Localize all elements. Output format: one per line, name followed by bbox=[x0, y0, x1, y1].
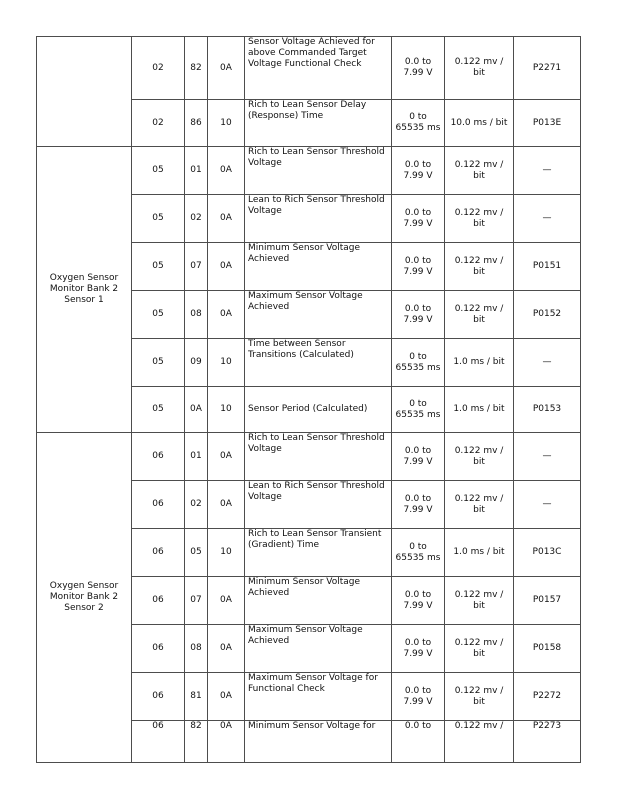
resolution-cell: 1.0 ms / bit bbox=[445, 387, 514, 433]
tid-cell: 05 bbox=[185, 529, 208, 577]
dtc-cell: P0158 bbox=[514, 625, 581, 673]
tid-cell: 86 bbox=[185, 100, 208, 147]
sid-cell: 06 bbox=[132, 529, 185, 577]
cid-cell: 0A bbox=[208, 433, 245, 481]
table-row bbox=[37, 37, 581, 100]
range-cell: 0.0 to 7.99 V bbox=[392, 481, 445, 529]
resolution-cell: 0.122 mv / bbox=[445, 721, 514, 763]
description-cell: Maximum Sensor Voltage Achieved bbox=[245, 291, 392, 339]
description-cell: Minimum Sensor Voltage Achieved bbox=[245, 577, 392, 625]
table-row bbox=[37, 433, 581, 481]
cid-cell: 0A bbox=[208, 195, 245, 243]
range-cell: 0 to 65535 ms bbox=[392, 100, 445, 147]
cid-cell: 0A bbox=[208, 291, 245, 339]
dtc-cell: — bbox=[514, 147, 581, 195]
sid-cell: 05 bbox=[132, 147, 185, 195]
cid-cell: 0A bbox=[208, 147, 245, 195]
description-cell: Rich to Lean Sensor Delay (Response) Time bbox=[245, 100, 392, 147]
range-cell: 0.0 to bbox=[392, 721, 445, 763]
description-cell: Minimum Sensor Voltage Achieved bbox=[245, 243, 392, 291]
description-cell: Rich to Lean Sensor Transient (Gradient) Time bbox=[245, 529, 392, 577]
description-cell: Sensor Voltage Achieved for above Commanded Target Voltage Functional Check bbox=[245, 37, 392, 100]
resolution-cell: 1.0 ms / bit bbox=[445, 529, 514, 577]
sid-cell: 05 bbox=[132, 339, 185, 387]
range-cell: 0.0 to 7.99 V bbox=[392, 577, 445, 625]
sid-cell: 06 bbox=[132, 481, 185, 529]
tid-cell: 09 bbox=[185, 339, 208, 387]
table-row bbox=[37, 147, 581, 195]
range-cell: 0 to 65535 ms bbox=[392, 529, 445, 577]
resolution-cell: 0.122 mv / bit bbox=[445, 291, 514, 339]
tid-cell: 01 bbox=[185, 147, 208, 195]
dtc-cell: — bbox=[514, 433, 581, 481]
tid-cell: 82 bbox=[185, 37, 208, 100]
resolution-cell: 0.122 mv / bit bbox=[445, 147, 514, 195]
dtc-cell: P0152 bbox=[514, 291, 581, 339]
monitor-table bbox=[36, 36, 581, 763]
group-label-cell: Oxygen Sensor Monitor Bank 2 Sensor 2 bbox=[37, 433, 132, 763]
sid-cell: 02 bbox=[132, 37, 185, 100]
sid-cell: 06 bbox=[132, 433, 185, 481]
tid-cell: 07 bbox=[185, 243, 208, 291]
range-cell: 0.0 to 7.99 V bbox=[392, 291, 445, 339]
group-label-cell: Oxygen Sensor Monitor Bank 2 Sensor 1 bbox=[37, 147, 132, 433]
group-label-cell bbox=[37, 37, 132, 147]
dtc-cell: P2273 bbox=[514, 721, 581, 763]
range-cell: 0.0 to 7.99 V bbox=[392, 195, 445, 243]
description-cell: Lean to Rich Sensor Threshold Voltage bbox=[245, 481, 392, 529]
tid-cell: 0A bbox=[185, 387, 208, 433]
range-cell: 0 to 65535 ms bbox=[392, 387, 445, 433]
cid-cell: 0A bbox=[208, 721, 245, 763]
cid-cell: 0A bbox=[208, 243, 245, 291]
tid-cell: 82 bbox=[185, 721, 208, 763]
cid-cell: 10 bbox=[208, 339, 245, 387]
dtc-cell: P0153 bbox=[514, 387, 581, 433]
resolution-cell: 10.0 ms / bit bbox=[445, 100, 514, 147]
description-cell: Sensor Period (Calculated) bbox=[245, 387, 392, 433]
sid-cell: 06 bbox=[132, 577, 185, 625]
cid-cell: 0A bbox=[208, 625, 245, 673]
dtc-cell: P0151 bbox=[514, 243, 581, 291]
cid-cell: 0A bbox=[208, 37, 245, 100]
description-cell: Minimum Sensor Voltage for bbox=[245, 721, 392, 763]
cid-cell: 0A bbox=[208, 481, 245, 529]
range-cell: 0.0 to 7.99 V bbox=[392, 673, 445, 721]
cid-cell: 10 bbox=[208, 529, 245, 577]
resolution-cell: 0.122 mv / bit bbox=[445, 37, 514, 100]
resolution-cell: 0.122 mv / bit bbox=[445, 625, 514, 673]
tid-cell: 07 bbox=[185, 577, 208, 625]
dtc-cell: P0157 bbox=[514, 577, 581, 625]
sid-cell: 05 bbox=[132, 243, 185, 291]
sid-cell: 05 bbox=[132, 387, 185, 433]
sid-cell: 06 bbox=[132, 721, 185, 763]
range-cell: 0 to 65535 ms bbox=[392, 339, 445, 387]
resolution-cell: 1.0 ms / bit bbox=[445, 339, 514, 387]
dtc-cell: P2271 bbox=[514, 37, 581, 100]
range-cell: 0.0 to 7.99 V bbox=[392, 147, 445, 195]
resolution-cell: 0.122 mv / bit bbox=[445, 577, 514, 625]
sid-cell: 05 bbox=[132, 195, 185, 243]
sid-cell: 06 bbox=[132, 673, 185, 721]
resolution-cell: 0.122 mv / bit bbox=[445, 195, 514, 243]
cid-cell: 10 bbox=[208, 100, 245, 147]
tid-cell: 02 bbox=[185, 195, 208, 243]
dtc-cell: — bbox=[514, 481, 581, 529]
resolution-cell: 0.122 mv / bit bbox=[445, 673, 514, 721]
dtc-cell: P2272 bbox=[514, 673, 581, 721]
tid-cell: 01 bbox=[185, 433, 208, 481]
range-cell: 0.0 to 7.99 V bbox=[392, 37, 445, 100]
tid-cell: 08 bbox=[185, 625, 208, 673]
range-cell: 0.0 to 7.99 V bbox=[392, 625, 445, 673]
dtc-cell: — bbox=[514, 339, 581, 387]
cid-cell: 10 bbox=[208, 387, 245, 433]
dtc-cell: P013C bbox=[514, 529, 581, 577]
range-cell: 0.0 to 7.99 V bbox=[392, 243, 445, 291]
resolution-cell: 0.122 mv / bit bbox=[445, 243, 514, 291]
sid-cell: 06 bbox=[132, 625, 185, 673]
description-cell: Maximum Sensor Voltage Achieved bbox=[245, 625, 392, 673]
description-cell: Rich to Lean Sensor Threshold Voltage bbox=[245, 433, 392, 481]
dtc-cell: P013E bbox=[514, 100, 581, 147]
sid-cell: 02 bbox=[132, 100, 185, 147]
tid-cell: 02 bbox=[185, 481, 208, 529]
tid-cell: 81 bbox=[185, 673, 208, 721]
dtc-cell: — bbox=[514, 195, 581, 243]
resolution-cell: 0.122 mv / bit bbox=[445, 433, 514, 481]
description-cell: Time between Sensor Transitions (Calculated) bbox=[245, 339, 392, 387]
range-cell: 0.0 to 7.99 V bbox=[392, 433, 445, 481]
tid-cell: 08 bbox=[185, 291, 208, 339]
description-cell: Lean to Rich Sensor Threshold Voltage bbox=[245, 195, 392, 243]
description-cell: Maximum Sensor Voltage for Functional Check bbox=[245, 673, 392, 721]
cid-cell: 0A bbox=[208, 673, 245, 721]
cid-cell: 0A bbox=[208, 577, 245, 625]
sid-cell: 05 bbox=[132, 291, 185, 339]
resolution-cell: 0.122 mv / bit bbox=[445, 481, 514, 529]
description-cell: Rich to Lean Sensor Threshold Voltage bbox=[245, 147, 392, 195]
